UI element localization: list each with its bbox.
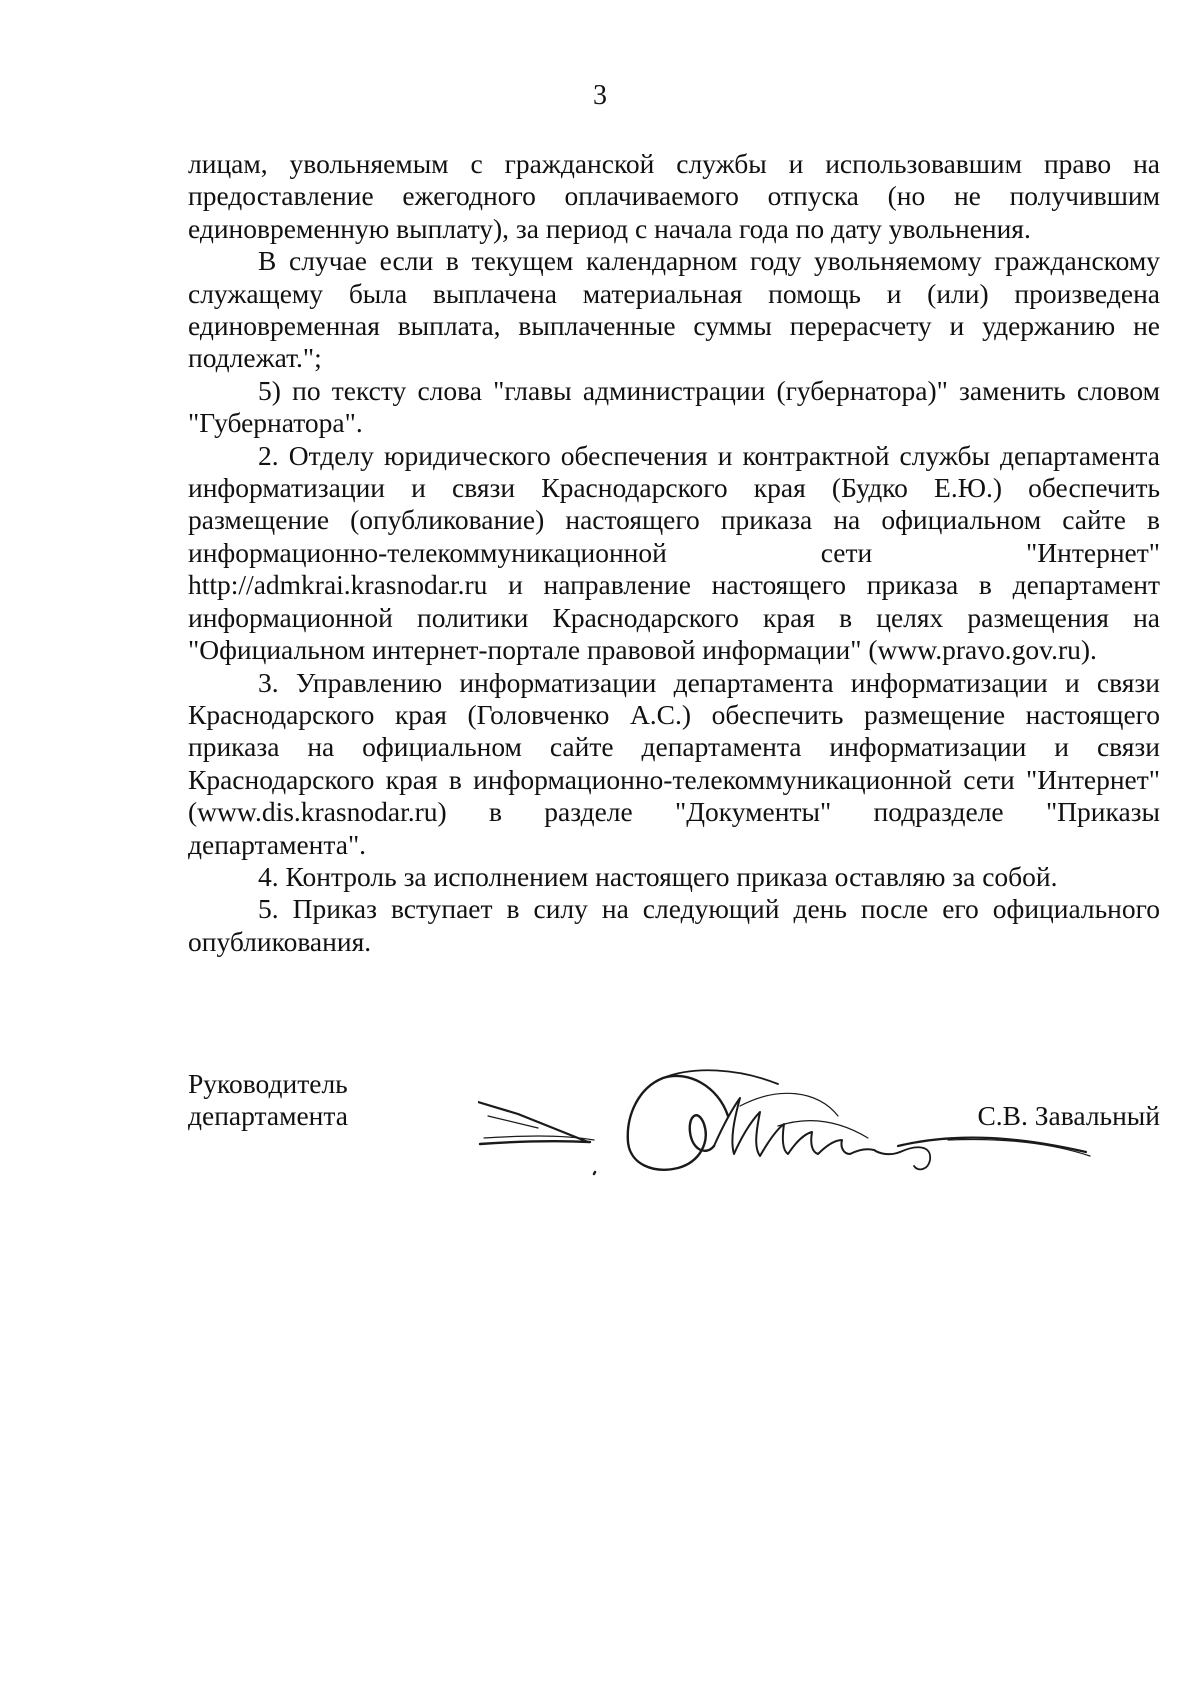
document-body bbox=[188, 148, 1160, 958]
paragraph-item-5-replace: 5) по тексту слова "главы администрации (губернатора)" заменить словом "Губернатора". bbox=[188, 374, 1160, 439]
signer-title-line-2: департамента bbox=[188, 1100, 348, 1132]
page-number: 3 bbox=[593, 80, 607, 111]
signer-name: С.В. Завальный bbox=[977, 1100, 1160, 1131]
paragraph-item-4: 4. Контроль за исполнением настоящего приказа оставляю за собой. bbox=[258, 860, 1058, 892]
paragraph-continuation: лицам, увольняемым с гражданской службы и использовавшим право на предоставление ежегодного оплачиваемого отпуска (но не получившим единовременную выплату), за период с начала года по дату увольнения. bbox=[188, 148, 1160, 244]
signature-block bbox=[188, 1068, 1160, 1198]
paragraph-item-3: 3. Управлению информатизации департамента информатизации и связи Краснодарского края (Головченко А.С.) обеспечить размещение настоящего приказа на официальном сайте департамента информатизации и связи Краснодарского края в информационно-телекоммуникационной сети "Интернет" (www.dis.krasnodar.ru) в разделе "Документы" подразделе "Приказы департамента". bbox=[188, 666, 1160, 860]
signer-title-line-1: Руководитель bbox=[188, 1068, 348, 1099]
paragraph-item-5: 5. Приказ вступает в силу на следующий день после его официального опубликования. bbox=[188, 893, 1160, 957]
paragraph-recalculation: В случае если в текущем календарном году увольняемому гражданскому служащему была выплачена материальная помощь и (или) произведена единовременная выплата, выплаченные суммы перерасчету и удержанию не подлежат."; bbox=[188, 245, 1160, 374]
signer-title bbox=[188, 1068, 448, 1133]
paragraph-item-2: 2. Отделу юридического обеспечения и контрактной службы департамента информатизации и связи Краснодарского края (Будко Е.Ю.) обеспечить размещение (опубликование) настоящего приказа на официальном сайте в информационно-телекоммуникационной сети "Интернет" http://admkrai.krasnodar.ru и направление настоящего приказа в департамент информационной политики Краснодарского края в целях размещения на "Официальном интернет-портале правовой информации" (www.pravo.gov.ru). bbox=[188, 439, 1160, 666]
